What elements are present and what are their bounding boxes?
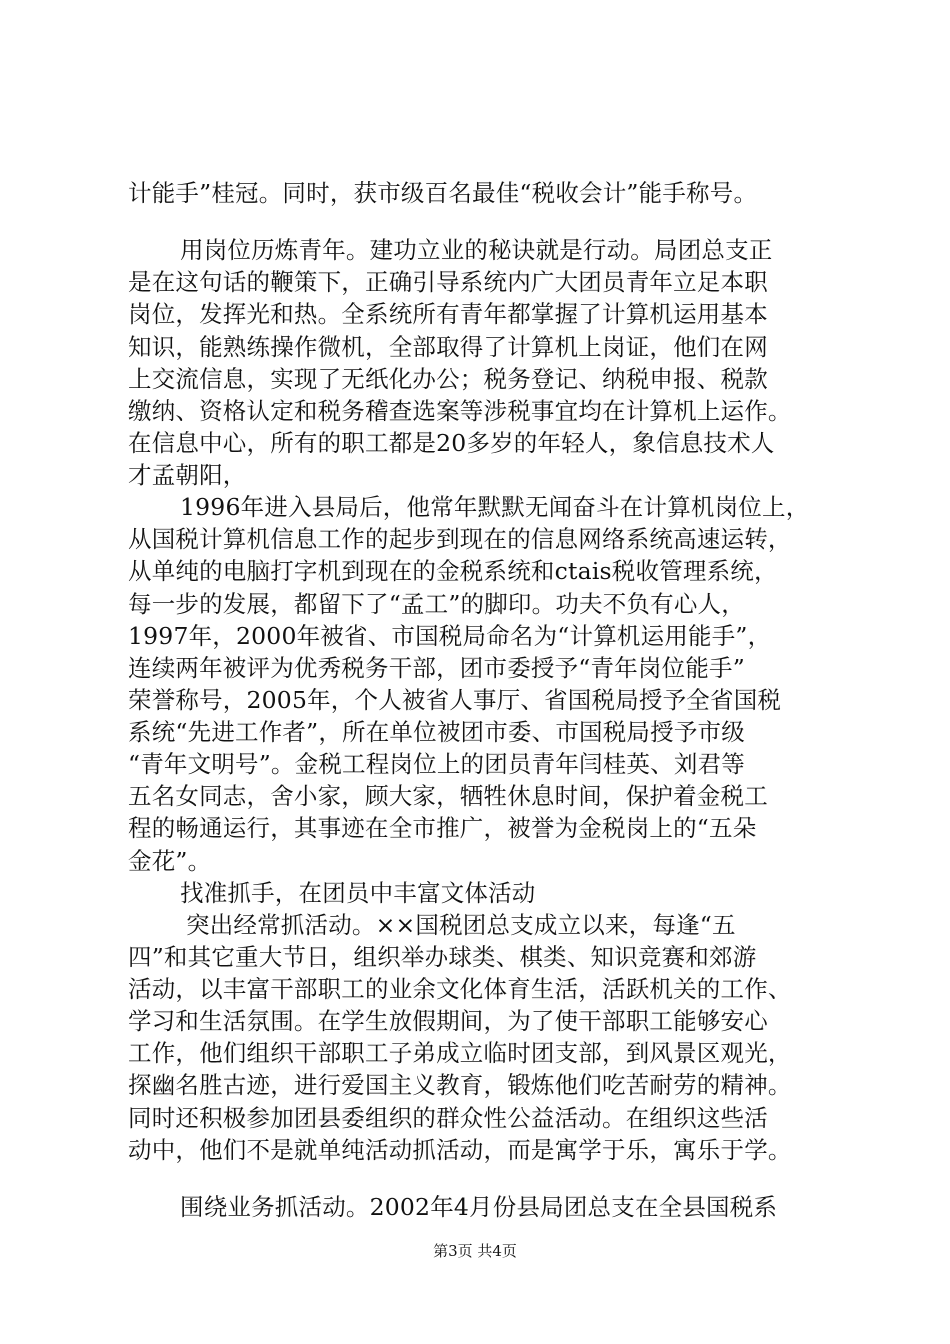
text-line: 每一步的发展，都留下了“孟工”的脚印。功夫不负有心人， — [128, 590, 745, 618]
text-line: 1997年，2000年被省、市国税局命名为“计算机运用能手”， — [128, 622, 772, 650]
text-line: 围绕业务抓活动。2002年4月份县局团总支在全县国税系 — [180, 1193, 778, 1221]
section-heading: 找准抓手，在团员中丰富文体活动 — [180, 879, 536, 907]
text-line: 从国税计算机信息工作的起步到现在的信息网络系统高速运转， — [128, 525, 792, 553]
text-line: 五名女同志，舍小家，顾大家，牺牲休息时间，保护着金税工 — [128, 782, 768, 810]
text-line: 四”和其它重大节日，组织举办球类、棋类、知识竞赛和郊游 — [128, 943, 757, 971]
text-line: 是在这句话的鞭策下，正确引导系统内广大团员青年立足本职 — [128, 268, 768, 296]
text-line: 学习和生活氛围。在学生放假期间，为了使干部职工能够安心 — [128, 1007, 768, 1035]
text-line: 知识，能熟练操作微机，全部取得了计算机上岗证，他们在网 — [128, 333, 768, 361]
text-line: 系统“先进工作者”，所在单位被团市委、市国税局授予市级 — [128, 718, 745, 746]
text-line: 从单纯的电脑打字机到现在的金税系统和ctais税收管理系统， — [128, 557, 778, 585]
text-line: 才孟朝阳， — [128, 461, 247, 489]
text-line: 动中，他们不是就单纯活动抓活动，而是寓学于乐，寓乐于学。 — [128, 1136, 792, 1164]
text-line: 活动，以丰富干部职工的业余文化体育生活，活跃机关的工作、 — [128, 975, 792, 1003]
text-line: 工作，他们组织干部职工子弟成立临时团支部，到风景区观光， — [128, 1039, 792, 1067]
text-line: 1996年进入县局后，他常年默默无闻奋斗在计算机岗位上， — [180, 493, 810, 521]
text-line: 在信息中心，所有的职工都是20多岁的年轻人，象信息技术人 — [128, 429, 775, 457]
text-line: 用岗位历炼青年。建功立业的秘诀就是行动。局团总支正 — [180, 236, 773, 264]
text-line: 程的畅通运行，其事迹在全市推广，被誉为金税岗上的“五朵 — [128, 814, 757, 842]
text-line: 岗位，发挥光和热。全系统所有青年都掌握了计算机运用基本 — [128, 300, 768, 328]
text-line: 同时还积极参加团县委组织的群众性公益活动。在组织这些活 — [128, 1104, 768, 1132]
page-number-footer: 第3页 共4页 — [433, 1242, 517, 1260]
text-line: 金花”。 — [128, 847, 212, 875]
text-line: 荣誉称号，2005年，个人被省人事厅、省国税局授予全省国税 — [128, 686, 782, 714]
text-line: 计能手”桂冠。同时，获市级百名最佳“税收会计”能手称号。 — [128, 179, 758, 207]
text-line: “青年文明号”。金税工程岗位上的团员青年闫桂英、刘君等 — [128, 750, 745, 778]
text-line: 上交流信息，实现了无纸化办公；税务登记、纳税申报、税款 — [128, 365, 768, 393]
text-line: 突出经常抓活动。××国税团总支成立以来，每逢“五 — [186, 911, 736, 939]
text-line: 探幽名胜古迹，进行爱国主义教育，锻炼他们吃苦耐劳的精神。 — [128, 1071, 792, 1099]
text-line: 缴纳、资格认定和税务稽查选案等涉税事宜均在计算机上运作。 — [128, 397, 792, 425]
text-line: 连续两年被评为优秀税务干部，团市委授予“青年岗位能手” — [128, 654, 745, 682]
